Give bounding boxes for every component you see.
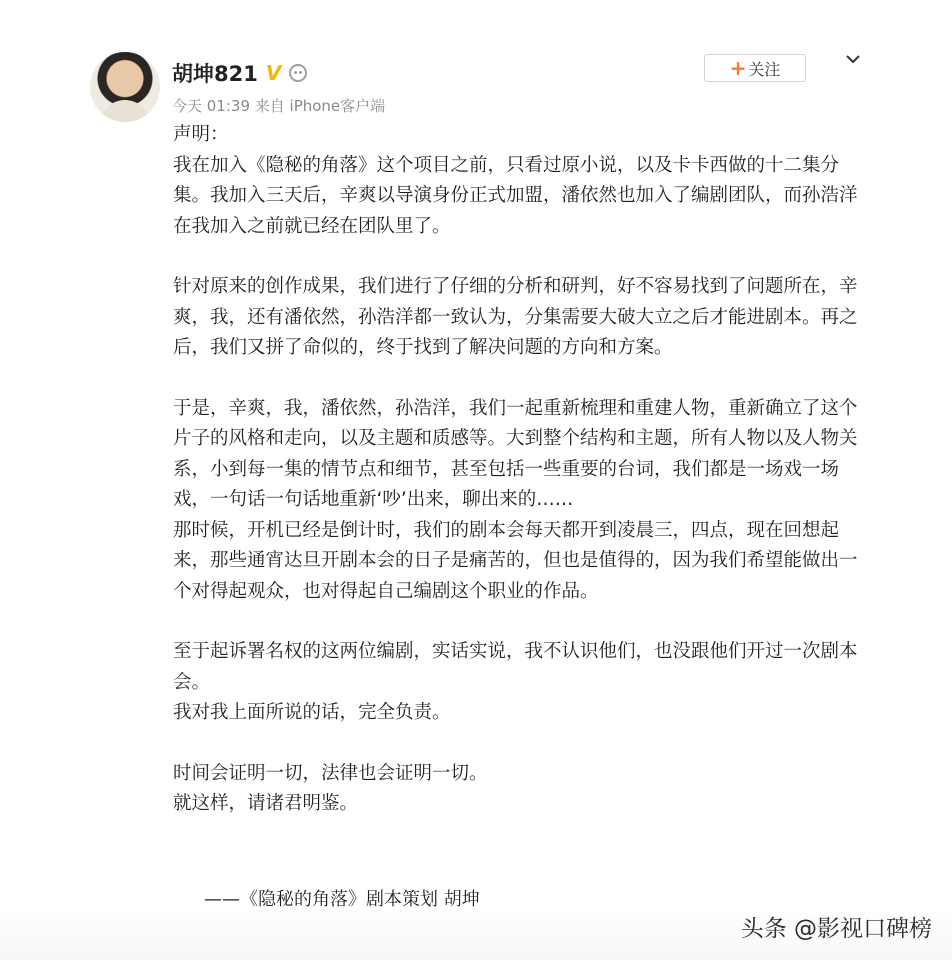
statement-title: 声明： bbox=[173, 124, 229, 145]
paragraph-7: 时间会证明一切，法律也会证明一切。 bbox=[173, 762, 488, 784]
username[interactable]: 胡坤821 bbox=[172, 62, 258, 86]
post-meta: 今天 01:39 来自 iPhone客户端 bbox=[172, 97, 386, 115]
robot-badge-icon bbox=[289, 64, 307, 82]
post-body bbox=[173, 120, 863, 820]
watermark: 头条 @影视口碑榜 bbox=[740, 916, 932, 942]
paragraph-3: 于是，辛爽，我，潘依然，孙浩洋，我们一起重新梳理和重建人物，重新确立了这个片子的风格和走向，以及主题和质感等。大到整个结构和主题，所有人物以及人物关系，小到每一集的情节点和细节，甚至包括一些重要的台词，我们都是一场戏一场戏，一句话一句话地重新‘吵’出来，聊出来的…… bbox=[173, 397, 858, 510]
paragraph-1: 我在加入《隐秘的角落》这个项目之前，只看过原小说，以及卡卡西做的十二集分集。我加入三天后，辛爽以导演身份正式加盟，潘依然也加入了编剧团队，而孙浩洋在我加入之前就已经在团队里了。 bbox=[173, 154, 858, 237]
paragraph-2: 针对原来的创作成果，我们进行了仔细的分析和研判，好不容易找到了问题所在，辛爽，我，还有潘依然，孙浩洋都一致认为，分集需要大破大立之后才能进剧本。再之后，我们又拼了命似的，终于找到了解决问题的方向和方案。 bbox=[173, 276, 858, 358]
user-name-row bbox=[172, 58, 307, 88]
follow-label: 关注 bbox=[748, 59, 781, 79]
plus-icon: + bbox=[729, 56, 747, 80]
paragraph-6: 我对我上面所说的话，完全负责。 bbox=[173, 702, 451, 723]
verified-badge-icon: V bbox=[265, 61, 282, 85]
chevron-down-icon[interactable] bbox=[846, 52, 860, 66]
avatar[interactable] bbox=[90, 52, 160, 122]
paragraph-4: 那时候，开机已经是倒计时，我们的剧本会每天都开到凌晨三，四点，现在回想起来，那些通宵达旦开剧本会的日子是痛苦的，但也是值得的，因为我们希望能做出一个对得起观众，也对得起自己编剧这个职业的作品。 bbox=[173, 519, 858, 602]
follow-button[interactable] bbox=[704, 54, 806, 82]
paragraph-8: 就这样，请诸君明鉴。 bbox=[173, 793, 359, 814]
paragraph-5: 至于起诉署名权的这两位编剧，实话实说，我不认识他们，也没跟他们开过一次剧本会。 bbox=[173, 641, 858, 693]
signature: ——《隐秘的角落》剧本策划 胡坤 bbox=[204, 889, 480, 910]
